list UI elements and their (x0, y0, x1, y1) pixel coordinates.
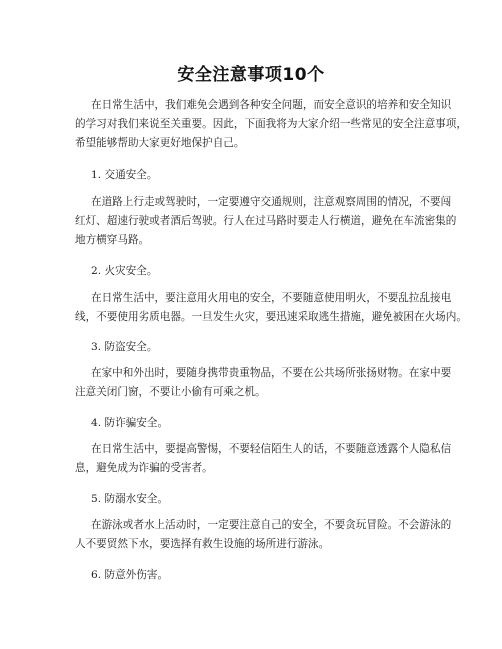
paragraph-line: 线，不要使用劣质电器。一旦发生火灾，要迅速采取逃生措施，避免被困在火场内。 (75, 311, 467, 323)
paragraph-line: 在游泳或者水上活动时，一定要注意自己的安全，不要贪玩冒险。不会游泳的 (91, 519, 452, 531)
paragraph-line: 在家中和外出时，要随身携带贵重物品，不要在公共场所张扬财物。在家中要 (91, 367, 452, 379)
section-heading-text: 3. 防盗安全。 (91, 341, 158, 353)
section-heading-text: 5. 防溺水安全。 (91, 493, 169, 505)
paragraph-line: 地方横穿马路。 (75, 234, 150, 246)
section-paragraph-fraud (75, 440, 452, 478)
section-heading-theft (75, 338, 435, 357)
section-heading-fire (75, 262, 435, 281)
section-paragraph-drowning (75, 516, 452, 554)
intro-line: 希望能够帮助大家更好地保护自己。 (75, 137, 245, 149)
section-paragraph-traffic (75, 193, 457, 250)
section-heading-drowning (75, 490, 435, 509)
section-heading-text: 4. 防诈骗安全。 (91, 417, 169, 429)
section-paragraph-theft (75, 364, 452, 402)
section-heading-fraud (75, 414, 435, 433)
intro-paragraph (75, 96, 467, 153)
paragraph-line: 在日常生活中，要注意用火用电的安全，不要随意使用明火，不要乱拉乱接电 (91, 292, 452, 304)
document-title: 安全注意事项10个 (177, 65, 325, 85)
paragraph-line: 人不要贸然下水，要选择有救生设施的场所进行游泳。 (75, 538, 330, 550)
intro-line: 在日常生活中，我们难免会遇到各种安全问题，而安全意识的培养和安全知识 (91, 99, 452, 111)
paragraph-line: 注意关闭门窗，不要让小偷有可乘之机。 (75, 386, 266, 398)
paragraph-line: 在道路上行走或驾驶时，一定要遵守交通规则，注意观察周围的情况，不要闯 (91, 196, 452, 208)
section-heading-text: 6. 防意外伤害。 (91, 569, 169, 581)
section-heading-traffic (75, 166, 435, 185)
section-paragraph-fire (75, 289, 467, 327)
section-heading-text: 1. 交通安全。 (91, 169, 158, 181)
intro-line: 的学习对我们来说至关重要。因此，下面我将为大家介绍一些常见的安全注意事项， (75, 118, 467, 130)
paragraph-line: 在日常生活中，要提高警惕，不要轻信陌生人的话，不要随意透露个人隐私信 (91, 443, 452, 455)
section-heading-text: 2. 火灾安全。 (91, 265, 158, 277)
paragraph-line: 红灯、超速行驶或者酒后驾驶。行人在过马路时要走人行横道，避免在车流密集的 (75, 215, 457, 227)
section-heading-injury (75, 566, 435, 585)
paragraph-line: 息，避免成为诈骗的受害者。 (75, 462, 213, 474)
